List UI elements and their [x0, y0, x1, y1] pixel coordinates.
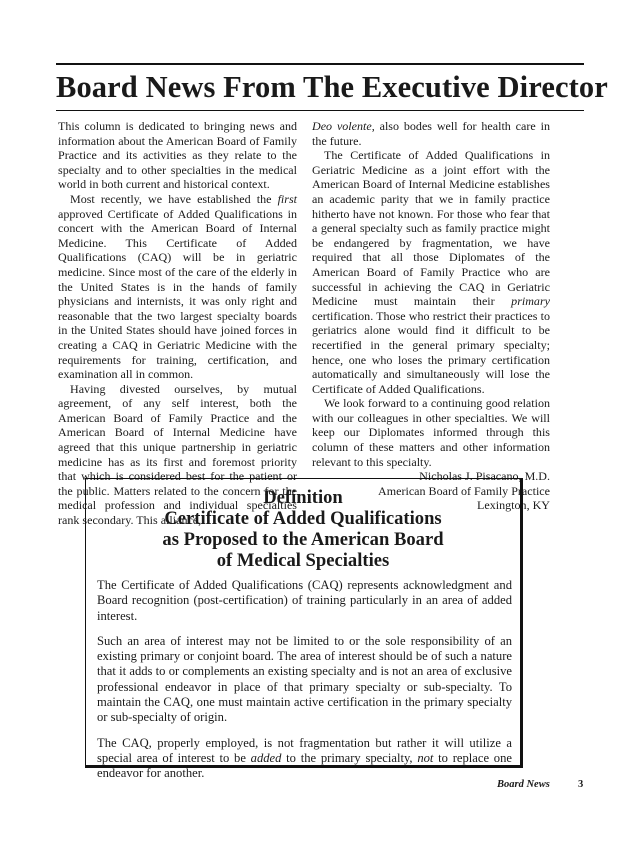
right-p2-before: The Certificate of Added Qualifications in Geriatric Medicine as a joint effort with the American Board of Internal Medicine establishes an academic parity that we in family practice hitherto have not known. For those who fear that a general specialty such as family practice might be endangered by fragmentation, we have required that all those Diplomates of the American Board of Family Practice who are successful in achieving the CAQ in Geriatric Medicine must maintain their — [312, 148, 550, 309]
signature-organization: American Board of Family Practice — [378, 483, 550, 498]
right-p2-emphasis: primary — [511, 294, 550, 309]
right-p1-after: also bodes well for health care in the future. — [312, 119, 550, 148]
right-column — [312, 119, 550, 513]
left-p2-emphasis: first — [277, 191, 297, 206]
def-p3-part-c: to replace one endeavor for another. — [97, 750, 512, 781]
definition-paragraph-2: Such an area of interest may not be limited to or the sole responsibility of an existing primary or conjoint board. The area of interest should be of such a nature that it adds to or complements an existing specialty and is not an area of exclusive professional endeavor in place of that primary specialty or sub-specialty. To maintain the CAQ, one must maintain active certification in the primary specialty or sub-specialty of origin. — [97, 633, 512, 725]
footer-section-label: Board News — [497, 779, 550, 790]
page-title: Board News From The Executive Director — [56, 70, 608, 104]
def-p3-part-b: to the primary specialty, — [281, 750, 418, 765]
definition-body — [97, 578, 512, 792]
def-p3-part-a: The CAQ, properly employed, is not fragmentation but rather it will utilize a special area of interest to be — [97, 735, 512, 765]
left-paragraph-2 — [58, 192, 297, 382]
right-paragraph-2 — [312, 148, 550, 396]
left-p2-after: approved Certificate of Added Qualifications in concert with the American Board of Internal Medicine. This Certificate of Added Qualifications (CAQ) will be in geriatric medicine. Since most of the care of the elderly in the United States is in the hands of family physicians and internists, it was only right and reasonable that the two largest specialty boards in the United States should have joined forces in creating a CAQ in Geriatric Medicine with the requirements for training, certification, and examination all in common. — [58, 206, 297, 382]
right-p2-after: certification. Those who restrict their practices to geriatrics alone would find it difficult to be recertified in the general primary specialty; hence, one who loses the primary certification automatically and simultaneously will lose the Certificate of Added Qualifications. — [312, 308, 550, 396]
right-paragraph-1 — [312, 119, 550, 148]
definition-box — [85, 478, 523, 781]
def-p3-emphasis-added: added — [250, 750, 282, 765]
definition-heading-line-4: of Medical Specialties — [216, 550, 390, 571]
right-paragraph-3: We look forward to a continuing good relation with our colleagues in other specialties. We will keep our Diplomates informed through this column of these matters and other information relevant to this specialty. — [312, 396, 550, 469]
signature-name: Nicholas J. Pisacano, M.D. — [419, 469, 550, 484]
def-p3-emphasis-not: not — [417, 750, 434, 765]
right-p1-emphasis: Deo volente, — [312, 119, 375, 133]
definition-heading-line-2: Certificate of Added Qualifications — [164, 508, 442, 529]
definition-heading-line-1: Definition — [263, 487, 343, 508]
definition-heading-line-3: as Proposed to the American Board — [162, 529, 444, 550]
left-p2-before: Most recently, we have established the — [70, 191, 278, 206]
definition-paragraph-1: The Certificate of Added Qualifications (CAQ) represents acknowledgment and Board recognition (post-certification) of training particularly in an area of added interest. — [97, 578, 512, 623]
definition-heading — [86, 487, 520, 571]
top-rule — [56, 63, 584, 65]
page-number: 3 — [578, 779, 584, 790]
left-column — [58, 119, 297, 528]
title-rule — [56, 110, 584, 111]
definition-paragraph-3 — [97, 736, 512, 782]
left-paragraph-1: This column is dedicated to bringing news and information about the American Board of Family Practice and its activities as they relate to the specialty and to other specialties in the medical world in both current and historical context. — [58, 119, 297, 192]
left-paragraph-3: Having divested ourselves, by mutual agreement, of any self interest, both the American Board of Family Practice and the American Board of Internal Medicine have agreed that this unique partnership in geriatric medicine has as its first and foremost priority that which is considered best for the patient or the public. Matters related to the concern for the medical profession and individual specialties rank secondary. This alliance, — [58, 381, 297, 528]
signature-location: Lexington, KY — [477, 498, 550, 513]
